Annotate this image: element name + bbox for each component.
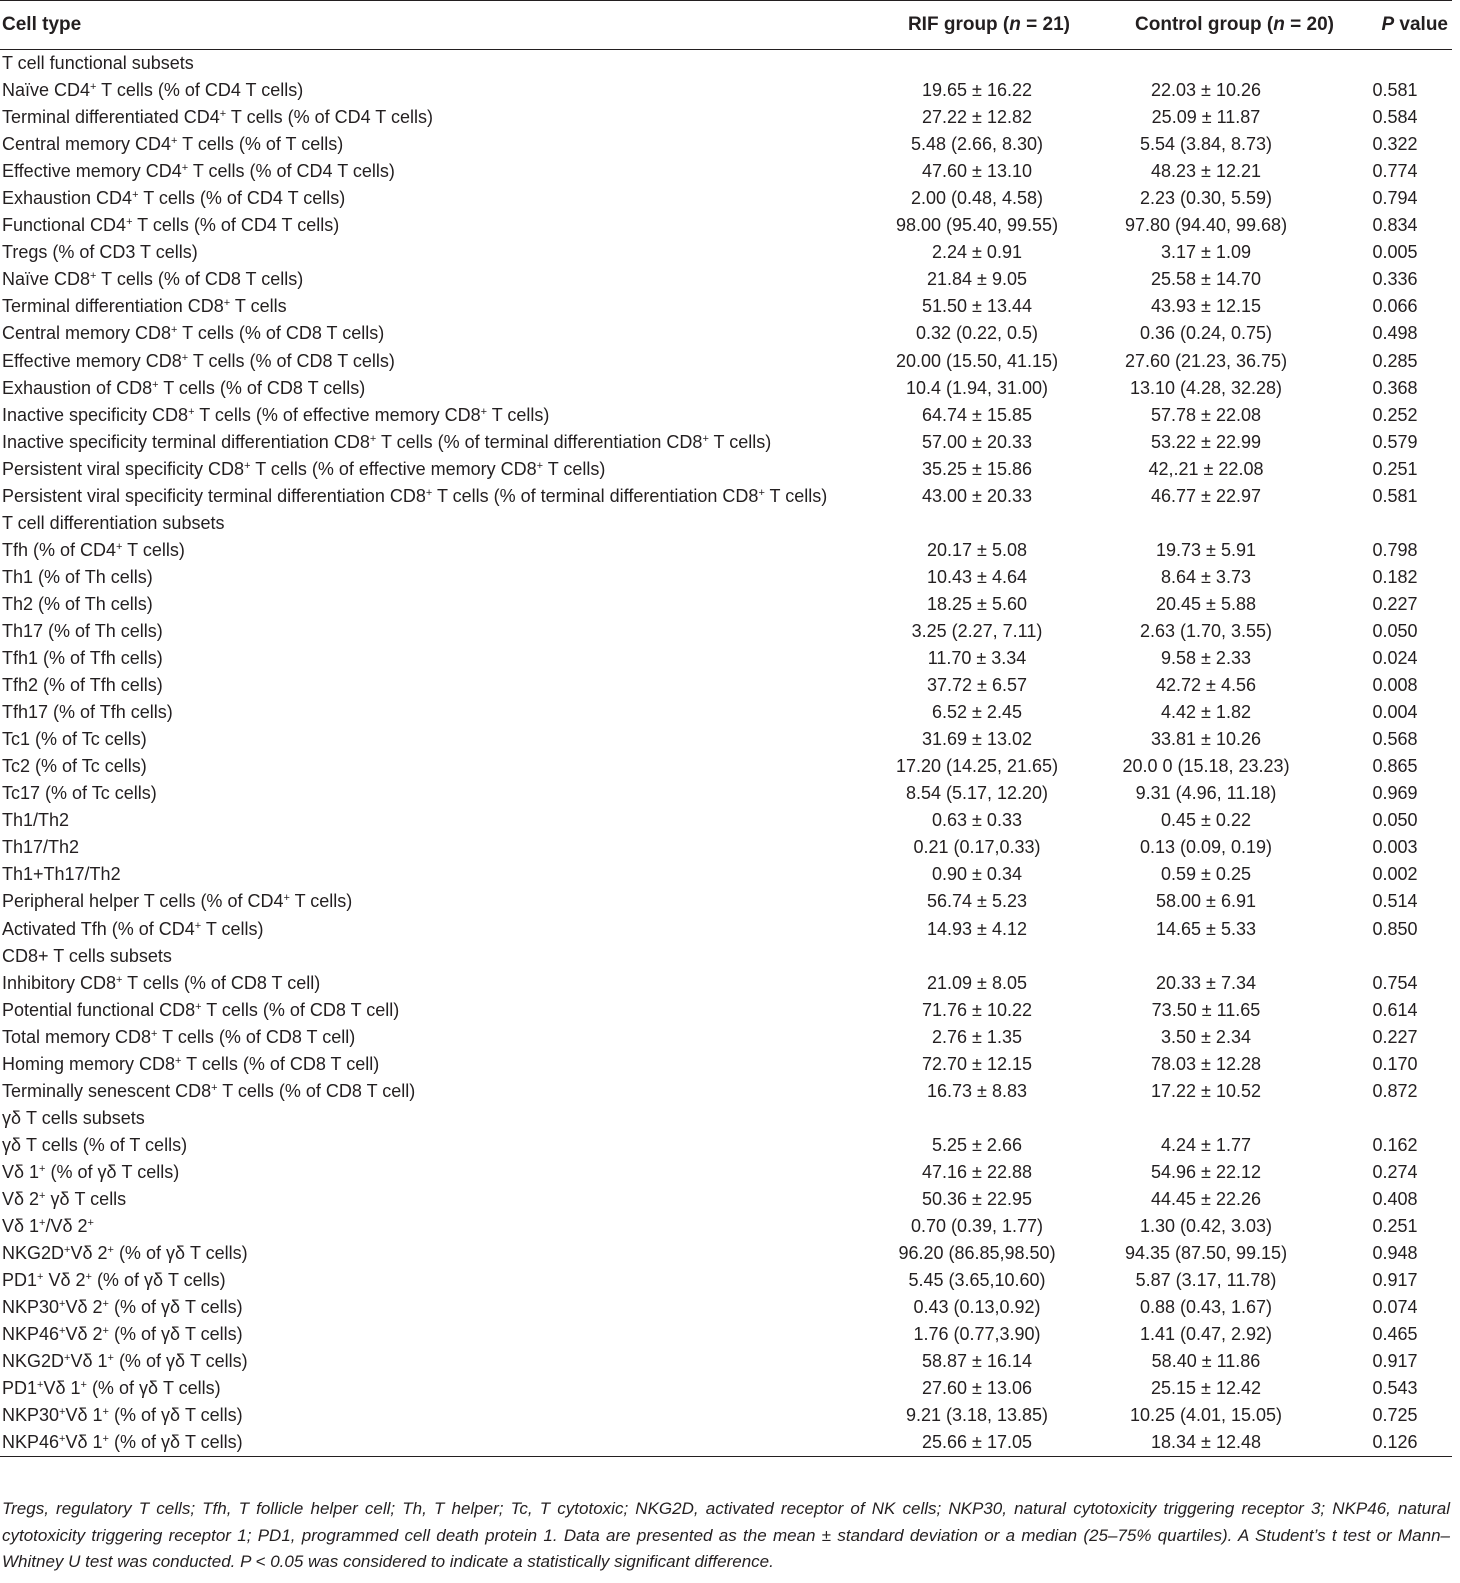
cell-type: NKG2D+Vδ 2+ (% of γδ T cells) xyxy=(2,1243,248,1264)
cell-type: Potential functional CD8+ T cells (% of CD8 T cell) xyxy=(2,999,400,1020)
table-row xyxy=(0,185,1452,212)
table-row xyxy=(0,131,1452,158)
p-value: 0.568 xyxy=(1372,729,1418,750)
control-value: 43.93 ± 12.15 xyxy=(1151,296,1261,317)
rif-value: 10.43 ± 4.64 xyxy=(927,566,1027,587)
p-value: 0.917 xyxy=(1372,1270,1418,1291)
control-value: 13.10 (4.28, 32.28) xyxy=(1129,377,1283,398)
control-value: 25.58 ± 14.70 xyxy=(1151,269,1261,290)
rif-value: 58.87 ± 16.14 xyxy=(922,1351,1032,1372)
table-row xyxy=(0,1375,1452,1402)
p-value: 0.024 xyxy=(1372,648,1418,669)
header-p-value xyxy=(1338,1,1452,50)
cell-type: NKP30+Vδ 2+ (% of γδ T cells) xyxy=(2,1297,243,1318)
rif-value: 6.52 ± 2.45 xyxy=(932,702,1022,723)
p-value: 0.170 xyxy=(1372,1053,1418,1074)
rif-value: 64.74 ± 15.85 xyxy=(922,404,1032,425)
p-value: 0.285 xyxy=(1372,350,1418,371)
p-value: 0.251 xyxy=(1372,1216,1418,1237)
cell-type: Effective memory CD8+ T cells (% of CD8 T cells) xyxy=(2,350,395,371)
control-value: 20.45 ± 5.88 xyxy=(1156,593,1256,614)
control-value: 20.0 0 (15.18, 23.23) xyxy=(1122,756,1290,777)
p-value: 0.917 xyxy=(1372,1351,1418,1372)
rif-value: 21.84 ± 9.05 xyxy=(927,269,1027,290)
table-row xyxy=(0,672,1452,699)
cell-type: NKP46+Vδ 1+ (% of γδ T cells) xyxy=(0,1429,880,1457)
header-rif-n: n xyxy=(1009,14,1021,35)
table-body xyxy=(0,50,1452,1457)
cell-type: Th1+Th17/Th2 xyxy=(2,864,121,885)
cell-type: NKP30+Vδ 1+ (% of γδ T cells) xyxy=(2,1405,243,1426)
cell-type: Th17/Th2 xyxy=(2,837,80,858)
cell-type: Vδ 1+ (% of γδ T cells) xyxy=(2,1161,180,1182)
p-value: 0.579 xyxy=(1372,431,1418,452)
p-value: 0.066 xyxy=(1372,296,1418,317)
cell-type: Tc1 (% of Tc cells) xyxy=(2,729,147,750)
table-row xyxy=(0,1402,1452,1429)
cell-type: Vδ 2+ γδ T cells xyxy=(2,1188,127,1209)
control-value: 3.50 ± 2.34 xyxy=(1161,1026,1251,1047)
control-value: 25.09 ± 11.87 xyxy=(1151,107,1261,128)
control-value: 10.25 (4.01, 15.05) xyxy=(1129,1405,1283,1426)
p-value: 0.252 xyxy=(1372,404,1418,425)
rif-value: 57.00 ± 20.33 xyxy=(922,431,1032,452)
p-value: 0.368 xyxy=(1372,377,1418,398)
control-value: 33.81 ± 10.26 xyxy=(1151,729,1261,750)
rif-value: 21.09 ± 8.05 xyxy=(927,972,1027,993)
table-row xyxy=(0,1348,1452,1375)
cell-type: Terminally senescent CD8+ T cells (% of CD8 T cell) xyxy=(2,1080,416,1101)
p-value: 0.581 xyxy=(1372,485,1418,506)
table-row xyxy=(0,375,1452,402)
p-value: 0.798 xyxy=(1372,539,1418,560)
control-value: 78.03 ± 12.28 xyxy=(1151,1053,1261,1074)
control-value: 0.13 (0.09, 0.19) xyxy=(1139,837,1273,858)
p-value: 0.794 xyxy=(1372,188,1418,209)
p-value: 0.227 xyxy=(1372,1026,1418,1047)
control-value: 2.63 (1.70, 3.55) xyxy=(1139,621,1273,641)
rif-value: 0.63 ± 0.33 xyxy=(932,810,1022,831)
table-row xyxy=(0,1294,1452,1321)
control-value: 42.72 ± 4.56 xyxy=(1156,675,1256,696)
cell-type: Tc2 (% of Tc cells) xyxy=(2,756,147,777)
table-row xyxy=(0,456,1452,483)
control-value: 94.35 (87.50, 99.15) xyxy=(1124,1243,1288,1264)
control-value: 27.60 (21.23, 36.75) xyxy=(1124,350,1288,371)
p-value: 0.543 xyxy=(1372,1378,1418,1399)
table-row xyxy=(0,861,1452,888)
control-value: 4.42 ± 1.82 xyxy=(1161,702,1251,723)
cell-type: Naïve CD4+ T cells (% of CD4 T cells) xyxy=(2,80,304,101)
p-value: 0.850 xyxy=(1372,918,1418,939)
cell-type: Tfh2 (% of Tfh cells) xyxy=(2,675,163,696)
cell-type: Naïve CD8+ T cells (% of CD8 T cells) xyxy=(2,269,304,290)
cell-type: Th1 (% of Th cells) xyxy=(2,566,153,587)
p-value: 0.408 xyxy=(1372,1188,1418,1209)
p-value: 0.003 xyxy=(1372,837,1418,858)
section-row xyxy=(0,510,1452,537)
control-value: 25.15 ± 12.42 xyxy=(1151,1378,1261,1399)
table-footnote: Tregs, regulatory T cells; Tfh, T follicle helper cell; Th, T helper; Tc, T cytotoxic; NKG2D, activated receptor of NK cells; NKP30, natural cytotoxicity triggering receptor 3; NKP46, natural cytotoxicity triggering receptor 1; PD1, programmed cell death protein 1. Data are presented as the mean ± standard deviation or a median (25–75% quartiles). A Student’s t test or Mann–Whitney U test was conducted. P < 0.05 was considered to indicate a statistically significant difference. xyxy=(2,1499,1450,1571)
cell-type: Effective memory CD4+ T cells (% of CD4 T cells) xyxy=(2,161,395,182)
table-row xyxy=(0,645,1452,672)
control-value: 97.80 (94.40, 99.68) xyxy=(1124,215,1288,236)
rif-value: 0.43 (0.13,0.92) xyxy=(913,1297,1041,1318)
p-value: 0.322 xyxy=(1372,134,1418,155)
p-value: 0.050 xyxy=(1372,810,1418,831)
control-value: 42,.21 ± 22.08 xyxy=(1148,458,1264,479)
rif-value: 37.72 ± 6.57 xyxy=(927,675,1027,696)
cell-type: Central memory CD4+ T cells (% of T cells) xyxy=(2,134,344,155)
rif-value: 0.90 ± 0.34 xyxy=(932,864,1022,885)
table-row xyxy=(0,293,1452,320)
table-row xyxy=(0,970,1452,997)
rif-value: 2.00 (0.48, 4.58) xyxy=(910,188,1044,209)
control-value: 8.64 ± 3.73 xyxy=(1161,566,1251,587)
control-value: 3.17 ± 1.09 xyxy=(1161,242,1251,263)
table-row xyxy=(0,212,1452,239)
table-row xyxy=(0,1159,1452,1186)
rif-value: 3.25 (2.27, 7.11) xyxy=(911,621,1043,641)
table-row xyxy=(0,1429,1452,1457)
p-value: 0.948 xyxy=(1372,1243,1418,1264)
control-value: 18.34 ± 12.48 xyxy=(1074,1429,1338,1457)
control-value: 1.30 (0.42, 3.03) xyxy=(1139,1216,1273,1237)
cell-type: Inactive specificity CD8+ T cells (% of effective memory CD8+ T cells) xyxy=(2,404,550,425)
cell-type: Tc17 (% of Tc cells) xyxy=(2,783,157,804)
header-rif-prefix: RIF group ( xyxy=(907,14,1010,35)
control-value: 57.78 ± 22.08 xyxy=(1151,404,1261,425)
header-p-suffix: value xyxy=(1394,14,1448,35)
rif-value: 2.24 ± 0.91 xyxy=(932,242,1022,263)
table-row xyxy=(0,348,1452,375)
table-row xyxy=(0,1024,1452,1051)
control-value: 46.77 ± 22.97 xyxy=(1151,485,1261,506)
cell-type: Exhaustion CD4+ T cells (% of CD4 T cells) xyxy=(2,188,346,209)
table-row xyxy=(0,834,1452,861)
rif-value: 56.74 ± 5.23 xyxy=(927,891,1027,912)
p-value: 0.251 xyxy=(1372,458,1418,479)
p-value: 0.514 xyxy=(1372,891,1418,912)
section-heading: CD8+ T cells subsets xyxy=(2,945,172,966)
rif-value: 72.70 ± 12.15 xyxy=(922,1053,1032,1074)
rif-value: 98.00 (95.40, 99.55) xyxy=(895,215,1059,236)
p-value: 0.274 xyxy=(1372,1161,1418,1182)
cell-type: PD1+Vδ 1+ (% of γδ T cells) xyxy=(2,1378,221,1399)
cell-type: NKP46+Vδ 2+ (% of γδ T cells) xyxy=(2,1324,243,1345)
cell-type: Terminal differentiated CD4+ T cells (% of CD4 T cells) xyxy=(2,107,433,128)
table-row xyxy=(0,618,1452,645)
rif-value: 1.76 (0.77,3.90) xyxy=(913,1324,1041,1345)
control-value: 1.41 (0.47, 2.92) xyxy=(1139,1324,1273,1345)
p-value: 0.774 xyxy=(1372,161,1418,182)
cell-type: Homing memory CD8+ T cells (% of CD8 T cell) xyxy=(2,1053,380,1074)
rif-value: 25.66 ± 17.05 xyxy=(880,1429,1074,1457)
cell-type: Th17 (% of Th cells) xyxy=(2,621,163,641)
p-value: 0.465 xyxy=(1372,1324,1418,1345)
control-value: 2.23 (0.30, 5.59) xyxy=(1139,188,1273,209)
cell-type: Exhaustion of CD8+ T cells (% of CD8 T cells) xyxy=(2,377,366,398)
rif-value: 10.4 (1.94, 31.00) xyxy=(905,377,1049,398)
rif-value: 27.22 ± 12.82 xyxy=(922,107,1032,128)
control-value: 19.73 ± 5.91 xyxy=(1156,539,1256,560)
table-row xyxy=(0,104,1452,131)
table-row xyxy=(0,402,1452,429)
cell-type: Activated Tfh (% of CD4+ T cells) xyxy=(2,918,264,939)
p-value: 0.834 xyxy=(1372,215,1418,236)
table-row xyxy=(0,888,1452,915)
rif-value: 96.20 (86.85,98.50) xyxy=(898,1243,1056,1264)
control-value: 44.45 ± 22.26 xyxy=(1151,1188,1261,1209)
table-row xyxy=(0,483,1452,510)
control-value: 53.22 ± 22.99 xyxy=(1151,431,1261,452)
cell-type: Persistent viral specificity CD8+ T cells (% of effective memory CD8+ T cells) xyxy=(2,458,606,479)
cell-type: PD1+ Vδ 2+ (% of γδ T cells) xyxy=(2,1270,226,1291)
p-value: 0.005 xyxy=(1372,242,1418,263)
header-ctrl-prefix: Control group ( xyxy=(1135,14,1274,35)
table-row xyxy=(0,1078,1452,1105)
header-ctrl-n: n xyxy=(1273,14,1285,35)
p-value: 0.182 xyxy=(1372,566,1418,587)
header-cell-type xyxy=(0,1,880,50)
header-row xyxy=(0,1,1452,50)
p-value: 0.074 xyxy=(1372,1297,1418,1318)
header-p-letter: P xyxy=(1381,14,1395,35)
control-value: 5.54 (3.84, 8.73) xyxy=(1139,134,1273,155)
cell-type: γδ T cells (% of T cells) xyxy=(2,1134,188,1155)
rif-value: 8.54 (5.17, 12.20) xyxy=(905,783,1049,804)
control-value: 0.36 (0.24, 0.75) xyxy=(1139,323,1273,344)
p-value: 0.336 xyxy=(1372,269,1418,290)
table-row xyxy=(0,807,1452,834)
cell-type: Total memory CD8+ T cells (% of CD8 T cell) xyxy=(2,1026,356,1047)
table-row xyxy=(0,266,1452,293)
control-value: 5.87 (3.17, 11.78) xyxy=(1135,1270,1277,1291)
rif-value: 0.32 (0.22, 0.5) xyxy=(915,323,1039,344)
cell-type: Tfh17 (% of Tfh cells) xyxy=(2,702,173,723)
table-row xyxy=(0,158,1452,185)
section-heading: T cell functional subsets xyxy=(2,53,194,74)
header-rif-suffix: = 21) xyxy=(1020,14,1070,35)
header-cell-type-label: Cell type xyxy=(2,14,82,35)
table-row xyxy=(0,780,1452,807)
rif-value: 20.17 ± 5.08 xyxy=(927,539,1027,560)
control-value: 58.40 ± 11.86 xyxy=(1151,1351,1261,1372)
section-row xyxy=(0,50,1452,78)
p-value: 0.002 xyxy=(1372,864,1418,885)
control-value: 0.45 ± 0.22 xyxy=(1161,810,1251,831)
cell-type: Th2 (% of Th cells) xyxy=(2,593,153,614)
rif-value: 31.69 ± 13.02 xyxy=(922,729,1032,750)
cell-type: Inactive specificity terminal differentiation CD8+ T cells (% of terminal differentiation CD8+ T cells) xyxy=(2,431,772,452)
table-row xyxy=(0,753,1452,780)
cell-type: Peripheral helper T cells (% of CD4+ T cells) xyxy=(2,891,353,912)
table-row xyxy=(0,1132,1452,1159)
p-value: 0.725 xyxy=(1372,1405,1418,1426)
rif-value: 0.70 (0.39, 1.77) xyxy=(910,1216,1044,1237)
cell-type: Tregs (% of CD3 T cells) xyxy=(2,242,198,263)
cell-type: Terminal differentiation CD8+ T cells xyxy=(2,296,287,317)
table-row xyxy=(0,1240,1452,1267)
rif-value: 47.16 ± 22.88 xyxy=(922,1161,1032,1182)
rif-value: 19.65 ± 16.22 xyxy=(922,80,1032,101)
rif-value: 5.45 (3.65,10.60) xyxy=(908,1270,1046,1291)
section-heading: T cell differentiation subsets xyxy=(2,512,225,533)
control-value: 14.65 ± 5.33 xyxy=(1156,918,1256,939)
p-value: 0.581 xyxy=(1372,80,1418,101)
table-row xyxy=(0,239,1452,266)
table-row xyxy=(0,997,1452,1024)
control-value: 20.33 ± 7.34 xyxy=(1156,972,1256,993)
p-value: 0.050 xyxy=(1372,621,1418,641)
cell-type: Inhibitory CD8+ T cells (% of CD8 T cell) xyxy=(2,972,321,993)
table-row xyxy=(0,1213,1452,1240)
p-value: 0.584 xyxy=(1372,107,1418,128)
table-row xyxy=(0,564,1452,591)
rif-value: 5.48 (2.66, 8.30) xyxy=(910,134,1044,155)
table-row xyxy=(0,1321,1452,1348)
rif-value: 27.60 ± 13.06 xyxy=(922,1378,1032,1399)
control-value: 0.88 (0.43, 1.67) xyxy=(1139,1297,1273,1318)
cell-type: Vδ 1+/Vδ 2+ xyxy=(2,1216,94,1237)
p-value: 0.227 xyxy=(1372,593,1418,614)
p-value: 0.008 xyxy=(1372,675,1418,696)
cell-type: Central memory CD8+ T cells (% of CD8 T cells) xyxy=(2,323,385,344)
rif-value: 0.21 (0.17,0.33) xyxy=(913,837,1041,858)
header-ctrl-suffix: = 20) xyxy=(1284,14,1334,35)
p-value: 0.614 xyxy=(1372,999,1418,1020)
table-row xyxy=(0,726,1452,753)
rif-value: 14.93 ± 4.12 xyxy=(927,918,1027,939)
header-control-group xyxy=(1074,1,1338,50)
p-value: 0.498 xyxy=(1372,323,1418,344)
rif-value: 35.25 ± 15.86 xyxy=(922,458,1032,479)
rif-value: 16.73 ± 8.83 xyxy=(927,1080,1027,1101)
control-value: 48.23 ± 12.21 xyxy=(1151,161,1261,182)
rif-value: 71.76 ± 10.22 xyxy=(922,999,1032,1020)
p-value: 0.004 xyxy=(1372,702,1418,723)
rif-value: 17.20 (14.25, 21.65) xyxy=(895,756,1059,777)
rif-value: 50.36 ± 22.95 xyxy=(922,1188,1032,1209)
table-row xyxy=(0,1051,1452,1078)
cell-type: Th1/Th2 xyxy=(2,810,70,831)
section-row xyxy=(0,943,1452,970)
section-row xyxy=(0,1105,1452,1132)
control-value: 17.22 ± 10.52 xyxy=(1151,1080,1261,1101)
table-row xyxy=(0,699,1452,726)
control-value: 9.58 ± 2.33 xyxy=(1161,648,1251,669)
rif-value: 9.21 (3.18, 13.85) xyxy=(905,1405,1049,1426)
p-value: 0.754 xyxy=(1372,972,1418,993)
table-row xyxy=(0,916,1452,943)
control-value: 4.24 ± 1.77 xyxy=(1161,1134,1251,1155)
cell-type: Persistent viral specificity terminal differentiation CD8+ T cells (% of terminal differentiation CD8+ T cells) xyxy=(2,485,828,506)
rif-value: 43.00 ± 20.33 xyxy=(922,485,1032,506)
p-value: 0.872 xyxy=(1372,1080,1418,1101)
rif-value: 18.25 ± 5.60 xyxy=(927,593,1027,614)
control-value: 73.50 ± 11.65 xyxy=(1151,999,1261,1020)
rif-value: 20.00 (15.50, 41.15) xyxy=(895,350,1059,371)
table-row xyxy=(0,77,1452,104)
rif-value: 11.70 ± 3.34 xyxy=(927,648,1027,669)
table-row xyxy=(0,537,1452,564)
control-value: 22.03 ± 10.26 xyxy=(1151,80,1261,101)
table-row xyxy=(0,591,1452,618)
cell-type: Tfh (% of CD4+ T cells) xyxy=(2,539,185,560)
p-value: 0.969 xyxy=(1372,783,1418,804)
rif-value: 47.60 ± 13.10 xyxy=(922,161,1032,182)
control-value: 58.00 ± 6.91 xyxy=(1156,891,1256,912)
control-value: 0.59 ± 0.25 xyxy=(1161,864,1251,885)
table-row xyxy=(0,320,1452,347)
table-row xyxy=(0,1186,1452,1213)
control-value: 54.96 ± 22.12 xyxy=(1151,1161,1261,1182)
header-rif-group xyxy=(880,1,1074,50)
p-value: 0.126 xyxy=(1338,1429,1452,1457)
cell-type: Functional CD4+ T cells (% of CD4 T cells) xyxy=(2,215,340,236)
p-value: 0.162 xyxy=(1372,1134,1418,1155)
section-heading: γδ T cells subsets xyxy=(2,1107,145,1128)
rif-value: 2.76 ± 1.35 xyxy=(932,1026,1022,1047)
rif-value: 51.50 ± 13.44 xyxy=(922,296,1032,317)
rif-value: 5.25 ± 2.66 xyxy=(932,1134,1022,1155)
table-row xyxy=(0,1267,1452,1294)
table-row xyxy=(0,429,1452,456)
control-value: 9.31 (4.96, 11.18) xyxy=(1135,783,1277,804)
cell-type: Tfh1 (% of Tfh cells) xyxy=(2,648,163,669)
p-value: 0.865 xyxy=(1372,756,1418,777)
cell-type: NKG2D+Vδ 1+ (% of γδ T cells) xyxy=(2,1351,248,1372)
